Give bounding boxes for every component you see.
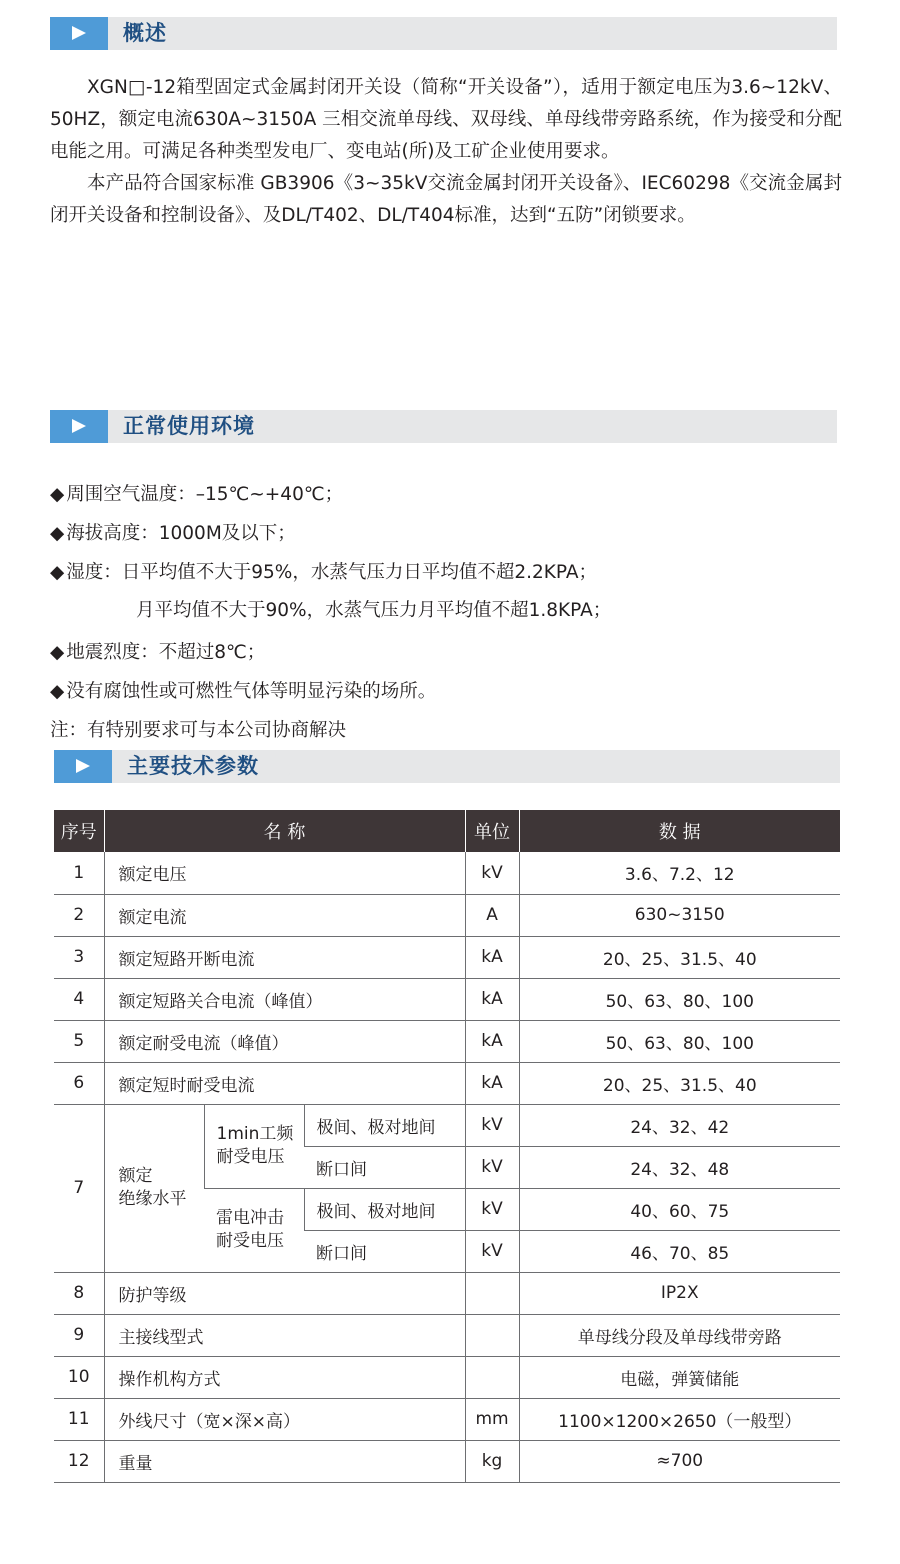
- env-item-humidity: ◆ 湿度：日平均值不大于95%，水蒸气压力日平均值不超2.2KPA；: [50, 562, 598, 583]
- play-arrow-icon: [54, 750, 112, 783]
- overview-header: [50, 17, 837, 50]
- table-row: 12 重量 kg ≈700: [54, 1440, 840, 1482]
- table-row: 4 额定短路关合电流（峰值） kA 50、63、80、100: [54, 978, 840, 1020]
- env-item-humidity-monthly: 月平均值不大于90%，水蒸气压力月平均值不超1.8KPA；: [136, 600, 612, 621]
- overview-paragraph-2: 本产品符合国家标准 GB3906《3~35kV交流金属封闭开关设备》、IEC60298《交流金属封闭开关设备和控制设备》、及DL/T402、DL/T404标准，达到“五防”闭锁要求。: [50, 173, 842, 226]
- diamond-bullet-icon: ◆: [50, 642, 65, 663]
- table-header-row: [54, 810, 840, 852]
- env-item-seismic: ◆ 地震烈度：不超过8℃；: [50, 642, 266, 663]
- table-row: 2 额定电流 A 630~3150: [54, 894, 840, 936]
- table-row: 6 额定短时耐受电流 kA 20、25、31.5、40: [54, 1062, 840, 1104]
- diamond-bullet-icon: ◆: [50, 562, 65, 583]
- env-item-temperature: ◆ 周围空气温度：–15℃~+40℃；: [50, 484, 344, 505]
- table-row: 8 防护等级 IP2X: [54, 1272, 840, 1314]
- insulation-name: 额定 绝缘水平: [104, 1104, 204, 1272]
- table-row: 1 额定电压 kV 3.6、7.2、12: [54, 852, 840, 894]
- table-row: 3 额定短路开断电流 kA 20、25、31.5、40: [54, 936, 840, 978]
- spec-table: [54, 810, 840, 1483]
- header-data: 数 据: [519, 810, 840, 852]
- insulation-group-lightning: 雷电冲击 耐受电压: [204, 1188, 304, 1272]
- environment-header: [50, 410, 837, 443]
- table-row-insulation: 7 额定 绝缘水平 1min工频 耐受电压 极间、极对地间 kV 24、32、42: [54, 1104, 840, 1146]
- header-unit: 单位: [465, 810, 519, 852]
- environment-title: 正常使用环境: [123, 414, 255, 438]
- params-title: 主要技术参数: [127, 754, 259, 778]
- env-note: 注：有特别要求可与本公司协商解决: [50, 720, 347, 741]
- table-row: 10 操作机构方式 电磁，弹簧储能: [54, 1356, 840, 1398]
- insulation-group-power-freq: 1min工频 耐受电压: [204, 1104, 304, 1188]
- table-row: 9 主接线型式 单母线分段及单母线带旁路: [54, 1314, 840, 1356]
- play-arrow-icon: [50, 17, 108, 50]
- header-name: 名 称: [104, 810, 465, 852]
- header-index: 序号: [54, 810, 104, 852]
- overview-paragraph-1: XGN□-12箱型固定式金属封闭开关设（简称“开关设备”），适用于额定电压为3.6~12kV、50HZ，额定电流630A~3150A 三相交流单母线、双母线、单母线带旁路系统，作为接受和分配电能之用。可满足各种类型发电厂、变电站(所)及工矿企业使用要求。: [50, 77, 842, 162]
- table-row: 5 额定耐受电流（峰值） kA 50、63、80、100: [54, 1020, 840, 1062]
- diamond-bullet-icon: ◆: [50, 484, 65, 505]
- params-header: [54, 750, 840, 783]
- diamond-bullet-icon: ◆: [50, 523, 65, 544]
- env-item-altitude: ◆ 海拔高度：1000M及以下；: [50, 523, 296, 544]
- diamond-bullet-icon: ◆: [50, 681, 65, 702]
- play-arrow-icon: [50, 410, 108, 443]
- env-item-pollution: ◆ 没有腐蚀性或可燃性气体等明显污染的场所。: [50, 681, 437, 702]
- table-row: 11 外线尺寸（宽×深×高） mm 1100×1200×2650（一般型）: [54, 1398, 840, 1440]
- overview-text: [50, 72, 842, 232]
- table-row-insulation: 断口间 kV 46、70、85: [54, 1230, 840, 1272]
- table-row-insulation: 断口间 kV 24、32、48: [54, 1146, 840, 1188]
- overview-title: 概述: [123, 21, 167, 45]
- table-row-insulation: 雷电冲击 耐受电压 极间、极对地间 kV 40、60、75: [54, 1188, 840, 1230]
